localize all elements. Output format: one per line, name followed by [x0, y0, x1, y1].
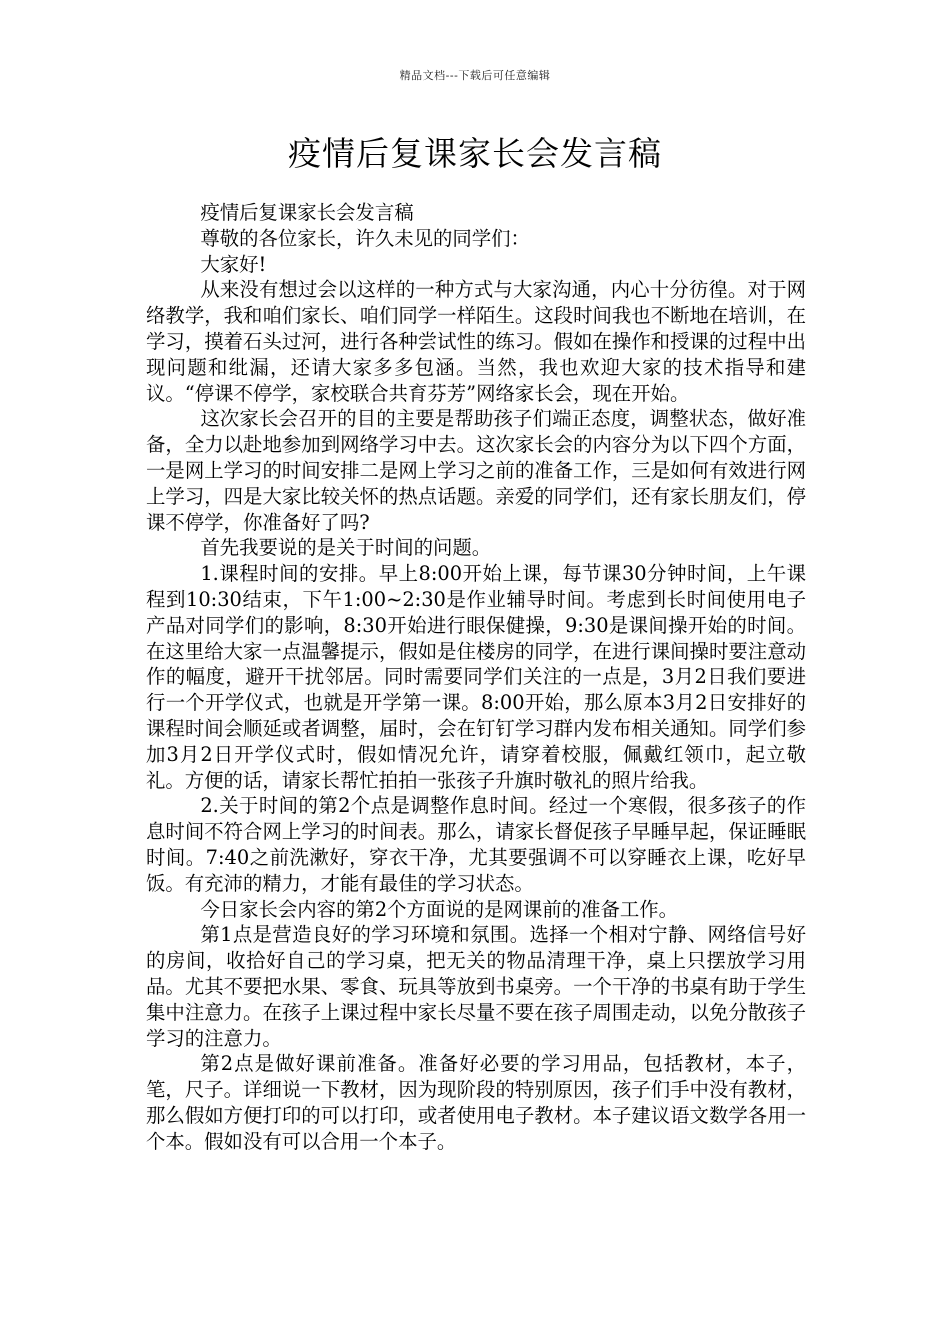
paragraph-environment: 第1点是营造良好的学习环境和氛围。选择一个相对宁静、网络信号好的房间，收拾好自己的学习桌，把无关的物品清理干净，桌上只摆放学习用品。尤其不要把水果、零食、玩具等放到书桌旁。一个干净的书桌有助于学生集中注意力。在孩子上课过程中家长尽量不要在孩子周围走动，以免分散孩子学习的注意力。 — [146, 923, 806, 1050]
document-body — [146, 200, 806, 1154]
paragraph-opening: 从来没有想过会以这样的一种方式与大家沟通，内心十分彷徨。对于网络教学，我和咱们家长、咱们同学一样陌生。这段时间我也不断地在培训，在学习，摸着石头过河，进行各种尝试性的练习。假如在操作和授课的过程中出现问题和纰漏，还请大家多多包涵。当然，我也欢迎大家的技术指导和建议。“停课不停学，家校联合共育芬芳”网络家长会，现在开始。 — [146, 278, 806, 405]
document-title: 疫情后复课家长会发言稿 — [288, 134, 662, 173]
paragraph-materials: 第2点是做好课前准备。准备好必要的学习用品，包括教材，本子，笔，尺子。详细说一下教材，因为现阶段的特别原因，孩子们手中没有教材，那么假如方便打印的可以打印，或者使用电子教材。本子建议语文数学各用一个本。假如没有可以合用一个本子。 — [146, 1052, 806, 1153]
page-header-note: 精品文档---下载后可任意编辑 — [399, 69, 551, 82]
paragraph-time-intro: 首先我要说的是关于时间的问题。 — [200, 536, 492, 560]
paragraph-purpose: 这次家长会召开的目的主要是帮助孩子们端正态度，调整状态，做好准备，全力以赴地参加到网络学习中去。这次家长会的内容分为以下四个方面，一是网上学习的时间安排二是网上学习之前的准备工作，三是如何有效进行网上学习，四是大家比较关怀的热点话题。亲爱的同学们，还有家长朋友们，停课不停学，你准备好了吗? — [146, 407, 806, 534]
paragraph-greeting: 大家好! — [200, 252, 267, 276]
paragraph-schedule: 1.课程时间的安排。早上8:00开始上课，每节课30分钟时间，上午课程到10:30结束，下午1:00~2:30是作业辅导时间。考虑到长时间使用电子产品对同学们的影响，8:30开始进行眼保健操，9:30是课间操开始的时间。在这里给大家一点温馨提示，假如是住楼房的同学，在进行课间操时要注意动作的幅度，避开干扰邻居。同时需要同学们关注的一点是，3月2日我们要进行一个开学仪式，也就是开学第一课。8:00开始，那么原本3月2日安排好的课程时间会顺延或者调整，届时，会在钉钉学习群内发布相关通知。同学们参加3月2日开学仪式时，假如情况允许，请穿着校服，佩戴红领巾，起立敬礼。方便的话，请家长帮忙拍拍一张孩子升旗时敬礼的照片给我。 — [146, 562, 806, 792]
paragraph-preparation-intro: 今日家长会内容的第2个方面说的是网课前的准备工作。 — [200, 897, 679, 921]
paragraph-subtitle: 疫情后复课家长会发言稿 — [200, 201, 414, 224]
paragraph-salutation: 尊敬的各位家长，许久未见的同学们： — [200, 226, 530, 250]
paragraph-routine: 2.关于时间的第2个点是调整作息时间。经过一个寒假，很多孩子的作息时间不符合网上学习的时间表。那么，请家长督促孩子早睡早起，保证睡眠时间。7:40之前洗漱好，穿衣干净，尤其要强调不可以穿睡衣上课，吃好早饭。有充沛的精力，才能有最佳的学习状态。 — [146, 794, 806, 895]
